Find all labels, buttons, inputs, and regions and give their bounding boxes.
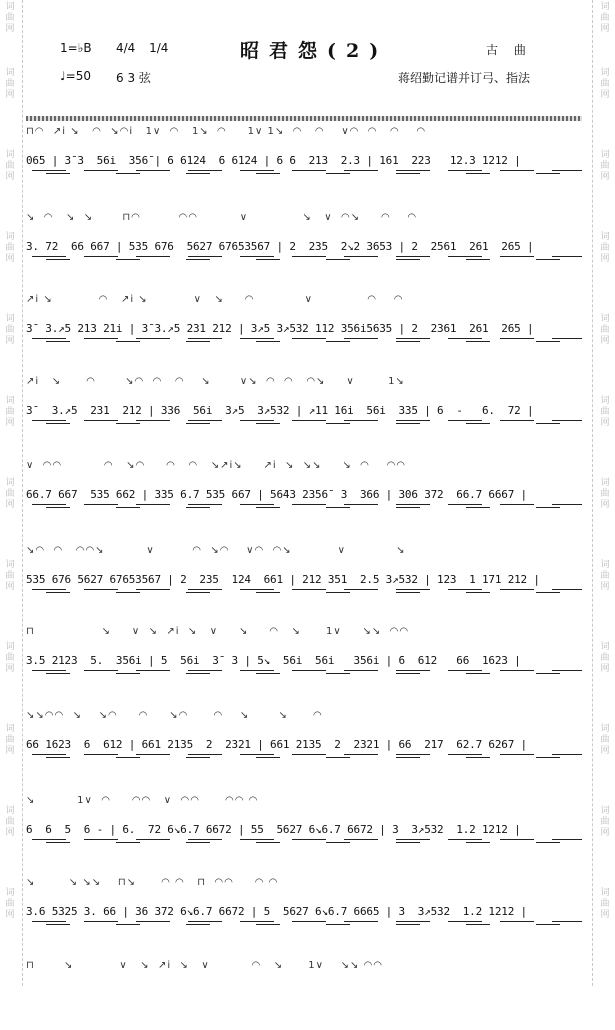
score-line (26, 460, 582, 530)
duration-underlines (26, 924, 582, 925)
watermark-text: 词曲网 (600, 888, 610, 920)
score-line (26, 545, 582, 615)
score-line (26, 294, 582, 364)
note-row: 3. 72 66 667 | 535 676 5627 67653567 | 2 235 2↘2 3653 | 2 2561 261 265 | (26, 240, 534, 253)
duration-underlines (26, 423, 582, 424)
duration-underlines (26, 420, 582, 421)
duration-underlines (26, 173, 582, 174)
note-row: 3.5 2123 5. 356i | 5 56i 3̄ 3 | 5↘ 56i 56i 356i | ̄6 612 66 1623 | (26, 654, 521, 667)
duration-underlines (26, 842, 582, 843)
score-line (26, 212, 582, 282)
duration-underlines (26, 259, 582, 260)
watermark-text: 词曲网 (5, 68, 15, 100)
duration-underlines (26, 757, 582, 758)
bowing-marks: ↘ 1∨ ◠ ◠◠ ∨ ◠◠ ◠◠ ◠ (26, 795, 259, 806)
duration-underlines (26, 592, 582, 593)
bowing-marks: ∨ ◠◠ ◠ ↘◠ ◠ ◠ ↘↗i↘ ↗i ↘ ↘↘ ↘ ◠ ◠◠ (26, 460, 407, 471)
watermark-text: 词曲网 (600, 68, 610, 100)
duration-underlines (26, 341, 582, 342)
bowing-marks: ↘ ◠ ↘ ↘ ⊓◠ ◠◠ ∨ ↘ ∨ ◠↘ ◠ ◠ (26, 212, 418, 223)
watermark-text: 词曲网 (5, 806, 15, 838)
note-row: 66.7 667 535 662 | 335 6.7 535 667 | 56̄43 2356̄ 3 366 | 306 372 66.7 6667 | (26, 488, 527, 501)
bowing-marks: ↘ ↘ ↘↘ ⊓↘ ◠ ◠ ⊓ ◠◠ ◠ ◠ (26, 877, 279, 888)
bowing-marks: ↘↘◠◠ ↘ ↘◠ ◠ ↘◠ ◠ ↘ ↘ ◠ (26, 710, 323, 721)
watermark-text: 词曲网 (600, 396, 610, 428)
watermark-text: 词曲网 (5, 150, 15, 182)
duration-underlines (26, 673, 582, 674)
genre-label: 古 曲 (486, 43, 532, 57)
score-line (26, 710, 582, 780)
note-row: 3̄ 3.↗5 213 21i | 3̄ 3.↗5 231 212 | 3↗5 3↗532 112 356i5635 | 2 2361 261 265 | (26, 322, 534, 335)
score-line (26, 626, 582, 696)
duration-underlines (26, 507, 582, 508)
duration-underlines (26, 338, 582, 339)
note-row: 6 6 5 6 - | ̄6. 72 6↘6.7 6672 | 55 5627 6↘6.7 6672 | 3 3↗532 1.2 1212 | (26, 823, 521, 836)
score-line (26, 376, 582, 446)
watermark-text: 词曲网 (5, 314, 15, 346)
note-row: 065 | 3̄ 3 56i 356̄ | ̄6 6124 ̄6 6124 | ̄6 ̄6 213 2.3 | 161 223 12.3 1212 | (26, 154, 521, 167)
watermark-text: 词曲网 (600, 150, 610, 182)
string-tuning: 6 3 弦 (116, 71, 151, 85)
bowing-marks: ⊓◠ ↗i ↘ ◠ ↘◠i 1∨ ◠ 1↘ ◠ 1∨ 1↘ ◠ ◠ ∨◠ ◠ ◠ ◠ (26, 126, 427, 137)
bowing-marks: ↗i ↘ ◠ ↗i ↘ ∨ ↘ ◠ ∨ ◠ ◠ (26, 294, 404, 305)
watermark-text: 词曲网 (5, 2, 15, 34)
duration-underlines (26, 589, 582, 590)
arranger-credit: 蒋绍勤记谱并订弓、指法 (398, 71, 531, 85)
duration-underlines (26, 256, 582, 257)
tempo-marking: ♩=50 (60, 69, 91, 83)
score-line (26, 960, 582, 1030)
bowing-marks: ↘◠ ◠ ◠◠↘ ∨ ◠ ↘◠ ∨◠ ◠↘ ∨ ↘ (26, 545, 406, 556)
watermark-text: 词曲网 (600, 314, 610, 346)
duration-underlines (26, 504, 582, 505)
header-separator (26, 116, 582, 121)
watermark-text: 词曲网 (600, 642, 610, 674)
bowing-marks: ⊓ ↘ ∨ ↘ ↗i ↘ ∨ ↘ ◠ ↘ 1∨ ↘↘ ◠◠ (26, 626, 410, 637)
note-row: 3.6 5325 3. 66 | 36 372 6↘6.7 6672 | 5 5627 6↘6.7 6665 | 3 3↗532 1.2 1212 | (26, 905, 527, 918)
time-signature: 4/4 1/4 (116, 41, 169, 55)
duration-underlines (26, 839, 582, 840)
watermark-text: 词曲网 (600, 560, 610, 592)
watermark-text: 词曲网 (5, 396, 15, 428)
watermark-text: 词曲网 (5, 232, 15, 264)
score-line (26, 795, 582, 865)
duration-underlines (26, 170, 582, 171)
piece-title: 昭君怨(2) (240, 40, 389, 62)
score-line (26, 877, 582, 947)
right-watermark-strip (592, 0, 615, 986)
note-row: 3̄ 3.↗5 231 212 | 336 56i 3↗5 3↗532 | ↗11 16i 56i 335 | 6 - ̄6. 72 | (26, 404, 534, 417)
note-row: 535 676 5627 67653567 | 2 235 124 661 | 212 351 2.5 3↗532 | 123 1 171 212 | (26, 573, 540, 586)
watermark-text: 词曲网 (600, 232, 610, 264)
watermark-text: 词曲网 (5, 478, 15, 510)
watermark-text: 词曲网 (600, 2, 610, 34)
duration-underlines (26, 670, 582, 671)
duration-underlines (26, 754, 582, 755)
bowing-marks: ↗i ↘ ◠ ↘◠ ◠ ◠ ↘ ∨↘ ◠ ◠ ◠↘ ∨ 1↘ (26, 376, 405, 387)
left-watermark-strip (0, 0, 23, 986)
watermark-text: 词曲网 (5, 888, 15, 920)
watermark-text: 词曲网 (5, 642, 15, 674)
watermark-text: 词曲网 (600, 478, 610, 510)
key-signature: 1=♭B (60, 41, 92, 55)
bowing-marks: ⊓ ↘ ∨ ↘ ↗i ↘ ∨ ◠ ↘ 1∨ ↘↘ ◠◠ (26, 960, 384, 971)
duration-underlines (26, 921, 582, 922)
watermark-text: 词曲网 (600, 724, 610, 756)
note-row: 66 1623 6 612 | 661 2135 2 2321 | 661 2135 2 2321 | 66 217 62.7 6267 | (26, 738, 527, 751)
watermark-text: 词曲网 (5, 560, 15, 592)
watermark-text: 词曲网 (5, 724, 15, 756)
score-line (26, 126, 582, 196)
watermark-text: 词曲网 (600, 806, 610, 838)
